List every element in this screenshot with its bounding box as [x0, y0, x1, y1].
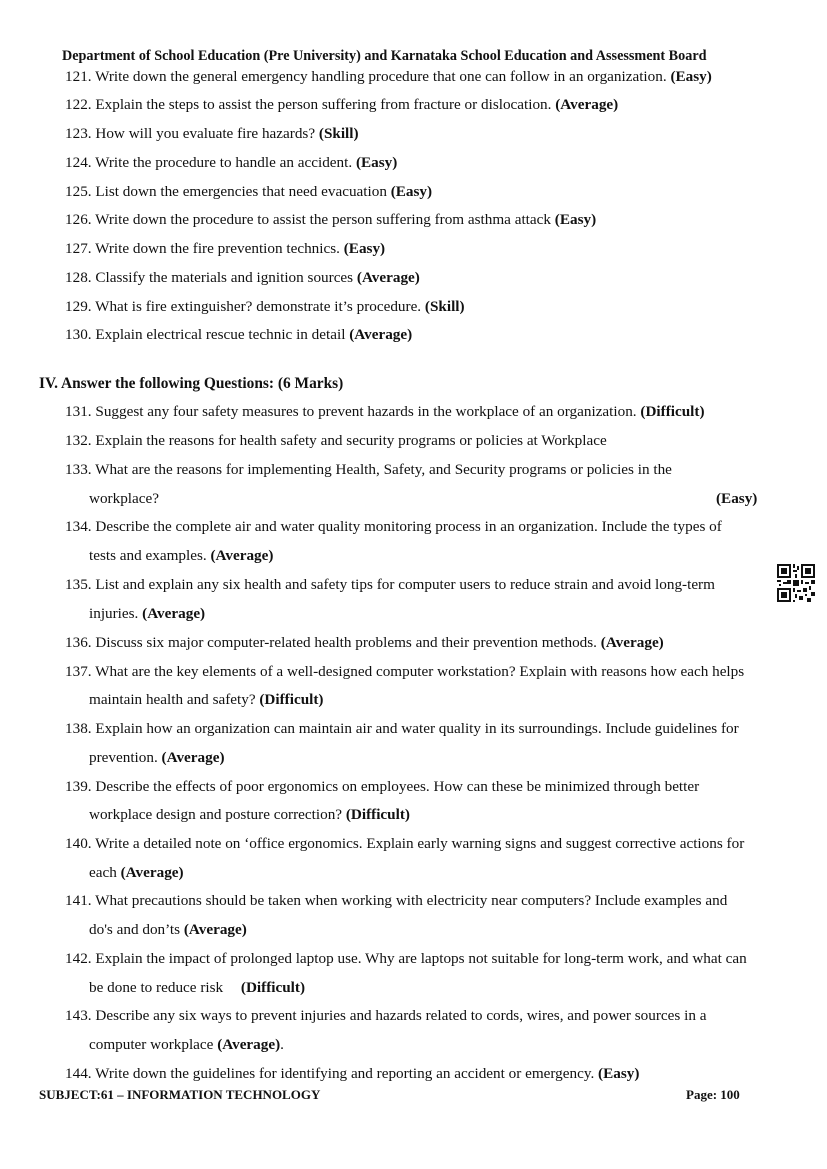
question-127: 127. Write down the fire prevention technics. (Easy)	[65, 240, 386, 257]
difficulty-tag: (Average)	[555, 96, 619, 113]
question-144: 144. Write down the guidelines for identifying and reporting an accident or emergency. (Easy)	[65, 1065, 640, 1082]
question-133: 133. What are the reasons for implementing Health, Safety, and Security programs or policies in the	[65, 461, 672, 478]
question-122: 122. Explain the steps to assist the person suffering from fracture or dislocation. (Average)	[65, 96, 619, 113]
question-141: 141. What precautions should be taken when working with electricity near computers? Include examples and	[65, 892, 728, 909]
difficulty-tag: (Average)	[120, 864, 184, 881]
difficulty-tag: (Easy)	[670, 68, 712, 85]
question-138: 138. Explain how an organization can maintain air and water quality in its surroundings. Include guidelines for	[65, 720, 739, 737]
question-133-cont: workplace?	[89, 490, 159, 507]
question-139-cont: workplace design and posture correction? (Difficult)	[89, 806, 410, 823]
question-124: 124. Write the procedure to handle an accident. (Easy)	[65, 154, 398, 171]
question-135-cont: injuries. (Average)	[89, 605, 206, 622]
question-139: 139. Describe the effects of poor ergonomics on employees. How can these be minimized through better	[65, 778, 700, 795]
question-128: 128. Classify the materials and ignition sources (Average)	[65, 269, 420, 286]
question-121: 121. Write down the general emergency handling procedure that one can follow in an organization. (Easy)	[65, 68, 712, 85]
difficulty-tag: (Easy)	[554, 211, 597, 228]
question-143-cont: computer workplace (Average).	[89, 1036, 284, 1053]
question-134: 134. Describe the complete air and water quality monitoring process in an organization. Include the types of	[65, 518, 722, 535]
question-140-cont: each (Average)	[89, 864, 184, 881]
question-142-cont: be done to reduce risk (Difficult)	[89, 979, 306, 996]
question-140: 140. Write a detailed note on ‘office ergonomics. Explain early warning signs and suggest corrective actions for	[65, 835, 745, 852]
question-143: 143. Describe any six ways to prevent injuries and hazards related to cords, wires, and power sources in a	[65, 1007, 707, 1024]
difficulty-tag: (Skill)	[318, 125, 359, 142]
page-number: Page: 100	[686, 1087, 740, 1102]
difficulty-tag: (Average)	[349, 326, 413, 343]
question-142: 142. Explain the impact of prolonged laptop use. Why are laptops not suitable for long-term work, and what can	[65, 950, 747, 967]
difficulty-tag: (Average)	[217, 1036, 281, 1053]
difficulty-tag: (Difficult)	[640, 403, 705, 420]
difficulty-tag: (Average)	[161, 749, 225, 766]
question-131: 131. Suggest any four safety measures to prevent hazards in the workplace of an organization. (Difficult)	[65, 403, 705, 420]
question-125: 125. List down the emergencies that need evacuation (Easy)	[65, 183, 433, 200]
question-138-cont: prevention. (Average)	[89, 749, 225, 766]
question-130: 130. Explain electrical rescue technic in detail (Average)	[65, 326, 413, 343]
question-134-cont: tests and examples. (Average)	[89, 547, 274, 564]
question-135: 135. List and explain any six health and safety tips for computer users to reduce strain and avoid long-term	[65, 576, 715, 593]
page-header: Department of School Education (Pre University) and Karnataka School Education and Assessment Board	[62, 48, 707, 64]
question-132: 132. Explain the reasons for health safety and security programs or policies at Workplace	[65, 432, 607, 449]
section-heading: IV. Answer the following Questions: (6 Marks)	[39, 375, 344, 392]
question-123: 123. How will you evaluate fire hazards? (Skill)	[65, 125, 359, 142]
footer-subject: SUBJECT:61 – INFORMATION TECHNOLOGY	[39, 1087, 321, 1102]
difficulty-tag: (Easy)	[716, 490, 758, 507]
difficulty-tag: (Average)	[210, 547, 274, 564]
difficulty-tag: (Difficult)	[240, 979, 306, 996]
question-136: 136. Discuss six major computer-related health problems and their prevention methods. (Average)	[65, 634, 664, 651]
difficulty-tag: (Easy)	[598, 1065, 640, 1082]
difficulty-tag: (Skill)	[424, 298, 465, 315]
question-137: 137. What are the key elements of a well-designed computer workstation? Explain with reasons how each helps	[65, 663, 745, 680]
difficulty-tag: (Easy)	[343, 240, 386, 257]
question-126: 126. Write down the procedure to assist the person suffering from asthma attack (Easy)	[65, 211, 597, 228]
difficulty-tag: (Average)	[356, 269, 420, 286]
difficulty-tag: (Difficult)	[259, 691, 324, 708]
qr-code-icon	[777, 564, 815, 602]
difficulty-tag: (Difficult)	[345, 806, 410, 823]
difficulty-tag: (Average)	[600, 634, 664, 651]
question-137-cont: maintain health and safety? (Difficult)	[89, 691, 324, 708]
question-129: 129. What is fire extinguisher? demonstrate it’s procedure. (Skill)	[65, 298, 465, 315]
difficulty-tag: (Average)	[183, 921, 247, 938]
difficulty-tag: (Average)	[142, 605, 206, 622]
difficulty-tag: (Easy)	[355, 154, 398, 171]
difficulty-tag: (Easy)	[390, 183, 433, 200]
question-141-cont: do's and don’ts (Average)	[89, 921, 247, 938]
